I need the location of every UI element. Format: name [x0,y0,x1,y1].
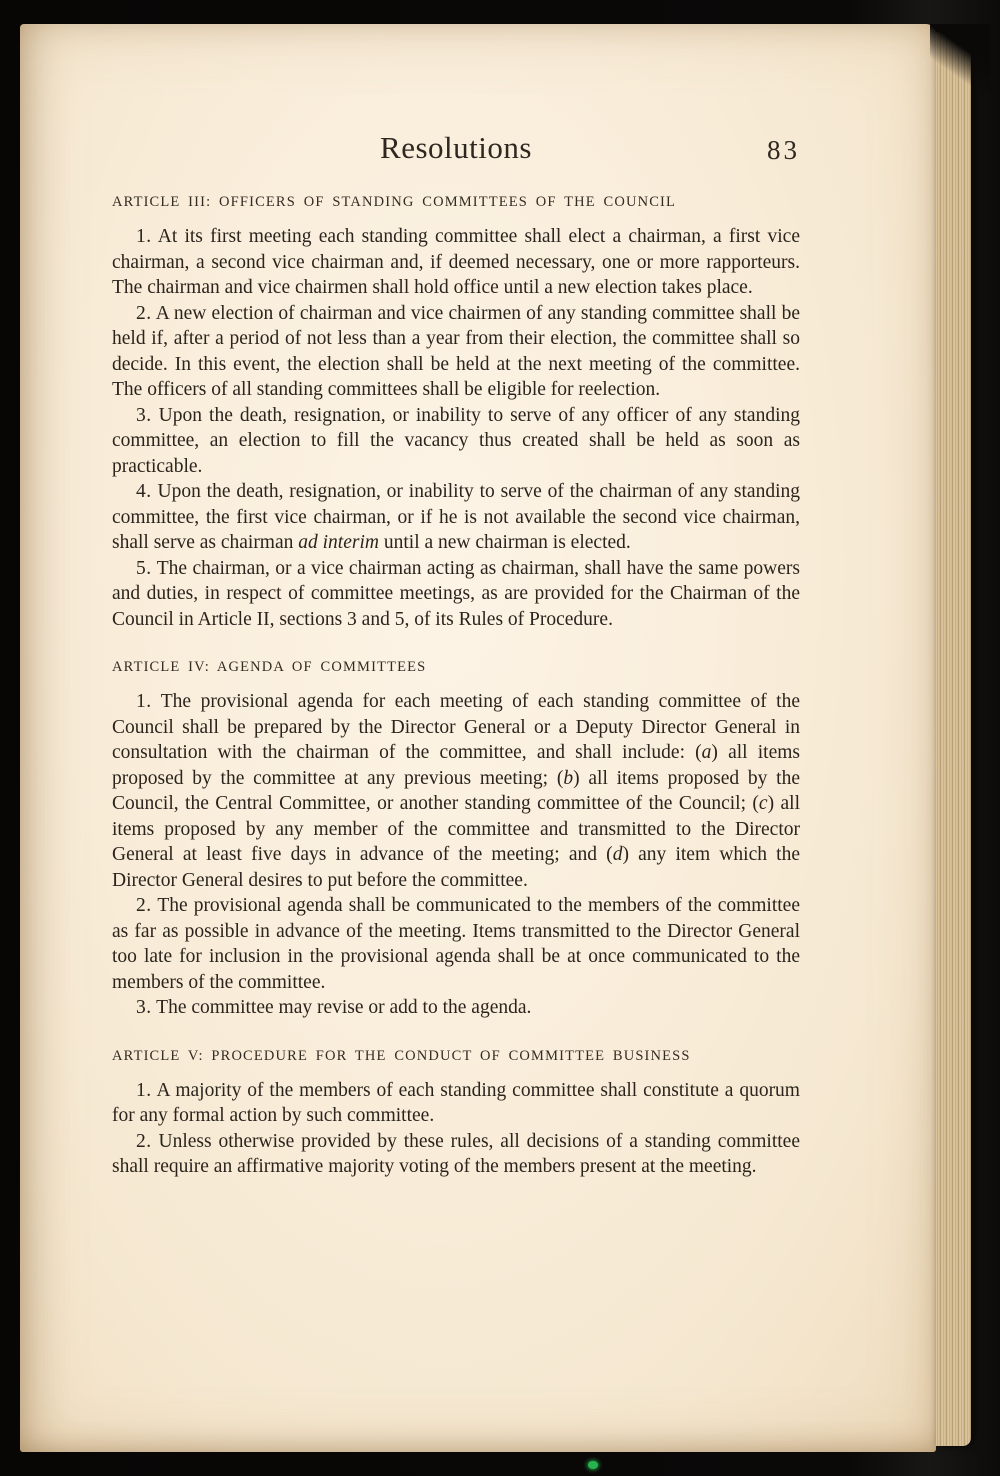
paragraph-number: 3. [136,404,152,426]
paragraph [112,1078,800,1129]
paragraph [112,301,800,403]
paragraph [112,403,800,480]
paragraph-text: ) any item which the Director General desires to put before the committee. [112,844,800,891]
paragraph-number: 2. [136,1130,152,1152]
paragraph [112,995,800,1021]
italic-letter-b: b [563,767,574,789]
paragraph-text: The provisional agenda shall be communicated to the members of the committee as far as possible in advance of the meeting. Items transmitted to the Director General too late for inclusion in the provisional agenda shall be at once communicated to the members of the committee. [112,895,800,993]
article-iii-section [112,194,800,632]
paragraph-text: At its first meeting each standing committee shall elect a chairman, a first vice chairman, a second vice chairman and, if deemed necessary, one or more rapporteurs. The chairman and vice chairmen shall hold office until a new election takes place. [112,226,800,298]
paragraph-text: Upon the death, resignation, or inability to serve of any officer of any standing committee, an election to fill the vacancy thus created shall be held as soon as practicable. [112,404,801,477]
paragraph [112,1129,800,1180]
paper-page [20,24,936,1452]
article-iv-heading: ARTICLE IV: AGENDA OF COMMITTEES [112,659,427,675]
article-iii-heading: ARTICLE III: OFFICERS OF STANDING COMMITTEES OF THE COUNCIL [112,194,677,210]
article-v-heading: ARTICLE V: PROCEDURE FOR THE CONDUCT OF COMMITTEE BUSINESS [112,1047,691,1064]
paragraph-text: until a new chairman is elected. [378,532,631,553]
paragraph-text: A new election of chairman and vice chairmen of any standing committee shall be held if, after a period of not less than a year from their election, the committee shall so decide. In this event, the election shall be held at the next meeting of the committee. The officers of all standing committees shall be eligible for reelection. [112,302,800,400]
italic-letter-d: d [612,844,623,865]
paragraph-number: 1. [136,226,152,247]
paragraph-text: ) all items proposed by the committee at any previous meeting; ( [112,742,801,789]
paragraph-number: 2. [136,302,152,324]
paragraph-text: A majority of the members of each standing committee shall constitute a quorum for any formal action by such committee. [112,1079,800,1126]
paragraph-text: The chairman, or a vice chairman acting as chairman, shall have the same powers and duties, in respect of committee meetings, as are provided for the Chairman of the Council in Article II, sections 3 and 5, of its Rules of Procedure. [112,557,800,630]
text-column [112,24,800,1180]
paragraph-number: 1. [136,691,152,712]
paragraph-number: 4. [136,481,152,502]
paragraph [112,479,800,556]
running-title: Resolutions [380,130,532,165]
italic-phrase: ad interim [298,532,379,553]
paragraph [112,689,800,893]
italic-letter-a: a [701,742,712,763]
page-number: 83 [767,135,800,165]
paragraph-text: Upon the death, resignation, or inability to serve of the chairman of any standing committee, the first vice chairman, or if he is not available the second vice chairman, shall serve as chairman [112,481,800,553]
paragraph-number: 2. [136,895,152,916]
page-header [112,130,800,166]
paragraph-text: The committee may revise or add to the agenda. [156,997,532,1018]
book-fore-edge [936,32,971,1446]
paragraph-number: 1. [136,1079,152,1101]
paragraph-text: Unless otherwise provided by these rules, all decisions of a standing committee shall require an affirmative majority voting of the members present at the meeting. [112,1130,800,1177]
paragraph-text: ) all items proposed by any member of the committee and transmitted to the Director General at least five days in advance of the meeting; and ( [112,793,800,865]
scan-artifact-dot [588,1461,598,1469]
paragraph-text: The provisional agenda for each meeting of each standing committee of the Council shall be prepared by the Director General or a Deputy Director General in consultation with the chairman of the committee, and shall include: ( [112,691,800,763]
article-v-section [112,1048,800,1180]
paragraph [112,556,800,633]
paragraph [112,224,800,301]
paragraph-text: ) all items proposed by the Council, the Central Committee, or another standing committee of the Council; ( [112,767,800,814]
article-iv-section [112,659,800,1021]
paragraph [112,893,800,995]
paragraph-number: 3. [136,997,152,1018]
paragraph-number: 5. [136,557,152,579]
italic-letter-c: c [758,793,768,814]
